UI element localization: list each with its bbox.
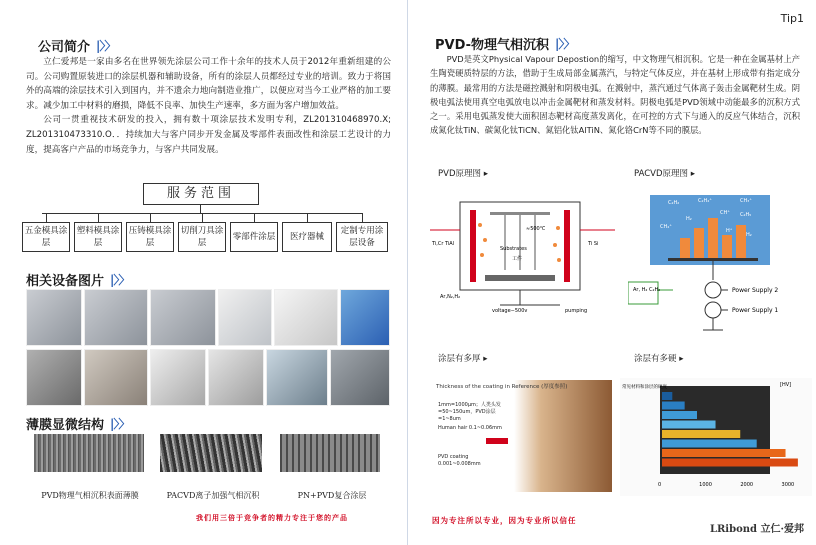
film-caption: PN+PVD复合涂层 [297, 491, 367, 500]
hardness-bar [662, 440, 757, 448]
pvd-heading [435, 34, 574, 53]
hardness-bar [662, 459, 798, 467]
film-micrograph [160, 434, 262, 472]
thickness-graphic [434, 380, 612, 492]
chevron-arrows-icon: |〉〉 [555, 37, 575, 51]
intro-paragraph-1: 立仁爱邦是一家由多名在世界领先涂层公司工作十余年的技术人员于2012年重新组建的公司。公司购置原装进口的涂层机器和辅助设备，所有的涂层人员都经过专业的培训。致力于将国外的高端的涂层技术引入到国内，并不遗余力地向制造业推广，以便应对当今工业严格的加工要求。减少加工中材料的磨损，降低不良率、加快生产速率，多方面为客户增加效益。 [26, 57, 391, 111]
brand-logo: LRibond 立仁·爱邦 [709, 524, 804, 535]
intro-title: 公司简介 [38, 40, 91, 55]
tree-connector [254, 213, 255, 222]
pvd-substrate: Substrates [500, 246, 527, 252]
pvd-left-target: Ti,Cr TiAl [432, 241, 455, 247]
right-footer-slogan: 因为专注所以专业，因为专业所以信任 [432, 516, 577, 525]
pvd-title: PVD-物理气相沉积 [435, 38, 550, 53]
tree-connector [150, 213, 151, 222]
thickness-item: Human hair 0.1~0.06mm [438, 425, 502, 431]
service-item: 零部件涂层 [230, 222, 278, 252]
hardness-bar [662, 392, 672, 400]
film-heading [26, 414, 129, 433]
equipment-photo [84, 289, 148, 346]
service-item: 五金模具涂层 [22, 222, 70, 252]
hardness-tick-label: 0 [658, 482, 662, 488]
hardness-label-text: 涂层有多硬 [634, 354, 677, 364]
film-caption: PVD物理气相沉积表面薄膜 [41, 491, 139, 500]
tree-connector [362, 213, 363, 222]
equipment-photo [26, 289, 82, 346]
thickness-label-text: 涂层有多厚 [438, 354, 481, 364]
pvd-diagram [430, 190, 620, 315]
tree-connector [200, 205, 201, 213]
hardness-chart [620, 378, 812, 496]
pacvd-power-supply-1: Power Supply 1 [732, 307, 779, 314]
equipment-photo [150, 349, 206, 406]
hardness-bar [662, 411, 697, 419]
intro-heading [38, 36, 115, 55]
thickness-item: 1mm=1000μm；人类头发=50~150um，PVD涂层=1~8um [438, 402, 501, 422]
hardness-tick-label: 2000 [740, 482, 754, 488]
tip-label: Tip1 [780, 12, 804, 25]
chevron-arrows-icon: |〉〉 [110, 417, 130, 431]
pacvd-species-label: CH₃⁺ [740, 198, 752, 204]
pacvd-gas: Ar, H₂ C₂H₂ [633, 287, 661, 293]
hardness-unit: [HV] [780, 382, 792, 388]
pacvd-species-label: C₂H₅ [740, 212, 752, 218]
service-item: 压铸模具涂层 [126, 222, 174, 252]
pvd-diagram-label-text: PVD原理图 [438, 169, 481, 179]
tree-connector [98, 213, 99, 222]
pacvd-diagram [628, 190, 808, 335]
equipment-photo [266, 349, 328, 406]
service-item: 切削刀具涂层 [178, 222, 226, 252]
hardness-bar [662, 421, 716, 429]
pacvd-species-label: H⁺ [726, 228, 733, 234]
hardness-bar [662, 430, 740, 438]
tree-connector [46, 213, 47, 222]
equipment-photo [84, 349, 148, 406]
pacvd-diagram-label: PACVD原理图 ▸ [634, 169, 696, 179]
pvd-workpiece: 工件 [512, 256, 523, 262]
film-micrograph [34, 434, 144, 472]
equipment-photo [218, 289, 272, 346]
chevron-arrows-icon: |〉〉 [96, 39, 116, 53]
equip-heading [26, 270, 129, 289]
pacvd-species-label: H₂ [686, 216, 692, 222]
hardness-bar [662, 402, 685, 410]
hardness-bar [662, 449, 786, 457]
pvd-voltage: voltage−500v [492, 308, 528, 314]
pvd-description [430, 52, 800, 138]
thickness-caption: Thickness of the coating in Reference (厚度参照) [436, 384, 568, 390]
pacvd-species-label: CH₄⁺ [660, 224, 672, 230]
hardness-legend-title: 常见材料和涂层的硬度 [622, 385, 667, 390]
tree-connector [202, 213, 203, 222]
film-title: 薄膜显微结构 [26, 418, 105, 433]
equipment-photo [26, 349, 82, 406]
intro-paragraph-2: 公司一贯重视技术研发的投入，拥有数十项涂层技术发明专利，ZL201310468970.X; ZL201310473310.O．．持续加大与客户同步开发金属及零部件表面改性和涂层工艺设计的力度，提高客户产品的市场竞争力，与客户共同发展。 [26, 115, 391, 155]
film-micrograph [280, 434, 380, 472]
thickness-item: PVD coating 0.001~0.008mm [438, 454, 481, 467]
pacvd-diagram-label-text: PACVD原理图 [634, 169, 689, 179]
tree-connector [307, 213, 308, 222]
equipment-photo [150, 289, 216, 346]
left-page [0, 0, 407, 545]
pvd-right-target: Ti Si [588, 241, 599, 247]
chevron-arrows-icon: |〉〉 [110, 273, 130, 287]
intro-text [26, 55, 391, 157]
right-page [407, 0, 816, 545]
left-footer-slogan: 我们用三倍于竞争者的精力专注于您的产品 [196, 514, 348, 522]
thickness-label: 涂层有多厚 ▸ [438, 354, 488, 364]
hardness-tick-label: 1000 [699, 482, 712, 488]
pacvd-species-label: CH⁺ [720, 210, 730, 216]
service-title: 服务范围 [143, 183, 259, 205]
equip-title: 相关设备图片 [26, 274, 105, 289]
pacvd-power-supply-2: Power Supply 2 [732, 287, 779, 294]
service-item: 定制专用涂层设备 [336, 222, 388, 252]
film-caption: PACVD离子加强气相沉积 [166, 491, 260, 500]
pvd-pump: pumping [565, 308, 588, 314]
equipment-photo [340, 289, 390, 346]
equipment-photo [208, 349, 264, 406]
pacvd-species-label: C₂H₂ [668, 200, 680, 206]
service-item: 医疗器械 [282, 222, 332, 252]
pvd-diagram-label: PVD原理图 ▸ [438, 169, 488, 179]
equipment-photo [274, 289, 338, 346]
pacvd-species-label: H₂ [746, 232, 752, 238]
pvd-paragraph: PVD是英文Physical Vapour Depostion的缩写，中文物理气相沉积。它是一种在金属基材上产生陶瓷硬质特层的方法，借助于生成局部金属蒸汽，与特定气体反应，并在基材上形成带有指定成分的薄膜。最常用的方法是磁控溅射和阴极电弧。在溅射中，蒸汽通过气体离子轰击金属靶材生成。阴极电弧法使用真空电弧放电以冲击金属靶材和蒸发材料。阴极电弧是PVD领域中动能最多的沉积方式之一。采用电弧蒸发使大面积固态靶材高度蒸发离化，在可控的方式下与通入的反应气体结合，沉积成氮化钛TiN、碳氮化钛TiCN、氮铝化钛AlTiN、氮化铬CrN等不同的膜层。 [430, 54, 800, 136]
service-item: 塑料模具涂层 [74, 222, 122, 252]
pvd-gas: Ar,N₂,H₂ [440, 294, 461, 300]
hardness-tick-label: 3000 [781, 482, 795, 488]
pvd-temp: ≈500℃ [526, 226, 546, 232]
pacvd-species-label: C₂H₄⁺ [698, 198, 712, 204]
thickness-bar [486, 438, 508, 444]
equipment-photo [330, 349, 390, 406]
hardness-label: 涂层有多硬 ▸ [634, 354, 684, 364]
